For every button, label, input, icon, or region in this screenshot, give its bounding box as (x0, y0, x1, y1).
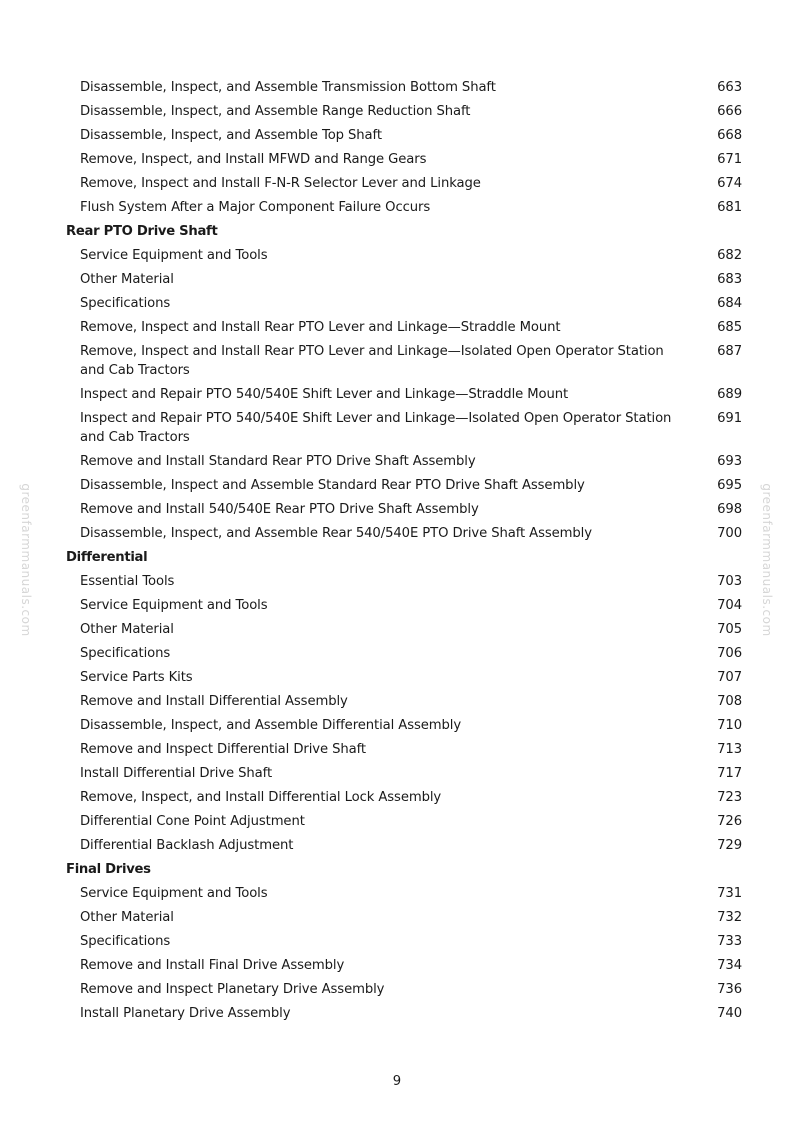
entry-page-number: 685 (717, 320, 742, 335)
toc-entry[interactable] (66, 196, 742, 220)
entry-title: Remove and Install 540/540E Rear PTO Drive Shaft Assembly (80, 502, 479, 517)
toc-entry[interactable] (66, 714, 742, 738)
toc-entry[interactable] (66, 316, 742, 340)
toc-entry[interactable] (66, 618, 742, 642)
section-title: Final Drives (66, 862, 151, 877)
toc-entry[interactable] (66, 930, 742, 954)
entry-title: Inspect and Repair PTO 540/540E Shift Lever and Linkage—Isolated Open Operator Station and Cab Tractors (80, 411, 672, 445)
toc-entry[interactable] (66, 172, 742, 196)
toc-entry[interactable] (66, 124, 742, 148)
entry-page-number: 734 (717, 958, 742, 973)
entry-page-number: 710 (717, 718, 742, 733)
entry-title: Disassemble, Inspect, and Assemble Transmission Bottom Shaft (80, 80, 496, 95)
toc-entry[interactable] (66, 100, 742, 124)
entry-title: Remove, Inspect and Install Rear PTO Lever and Linkage—Isolated Open Operator Station and Cab Tractors (80, 344, 664, 378)
toc-entry[interactable] (66, 594, 742, 618)
entry-page-number: 698 (717, 502, 742, 517)
entry-page-number: 695 (717, 478, 742, 493)
entry-page-number: 682 (717, 248, 742, 263)
entry-title: Essential Tools (80, 574, 175, 589)
entry-page-number: 732 (717, 910, 742, 925)
entry-title: Other Material (80, 272, 174, 287)
entry-title: Differential Backlash Adjustment (80, 838, 294, 853)
toc-entry[interactable] (66, 978, 742, 1002)
toc-entry[interactable] (66, 407, 742, 450)
entry-page-number: 668 (717, 128, 742, 143)
entry-page-number: 684 (717, 296, 742, 311)
watermark-right: greenfarmmanuals.com (760, 483, 774, 637)
toc-entry[interactable] (66, 834, 742, 858)
entry-title: Remove, Inspect and Install Rear PTO Lever and Linkage—Straddle Mount (80, 320, 561, 335)
toc-entry[interactable] (66, 810, 742, 834)
toc-entry[interactable] (66, 642, 742, 666)
toc-entry[interactable] (66, 450, 742, 474)
entry-title: Other Material (80, 622, 174, 637)
entry-page-number: 729 (717, 838, 742, 853)
entry-title: Remove, Inspect, and Install MFWD and Range Gears (80, 152, 427, 167)
toc-entry[interactable] (66, 148, 742, 172)
entry-title: Disassemble, Inspect, and Assemble Range Reduction Shaft (80, 104, 471, 119)
table-of-contents (66, 76, 742, 1026)
entry-title: Install Differential Drive Shaft (80, 766, 273, 781)
entry-title: Disassemble, Inspect, and Assemble Top Shaft (80, 128, 382, 143)
entry-title: Remove, Inspect, and Install Differential Lock Assembly (80, 790, 442, 805)
entry-page-number: 683 (717, 272, 742, 287)
toc-entry[interactable] (66, 882, 742, 906)
toc-entry[interactable] (66, 340, 742, 383)
entry-title: Specifications (80, 646, 171, 661)
entry-page-number: 713 (717, 742, 742, 757)
entry-page-number: 731 (717, 886, 742, 901)
toc-entry[interactable] (66, 383, 742, 407)
entry-title: Specifications (80, 296, 171, 311)
entry-title: Other Material (80, 910, 174, 925)
entry-page-number: 707 (717, 670, 742, 685)
entry-page-number: 705 (717, 622, 742, 637)
entry-title: Service Equipment and Tools (80, 248, 268, 263)
toc-entry[interactable] (66, 570, 742, 594)
toc-entry[interactable] (66, 244, 742, 268)
toc-entry[interactable] (66, 474, 742, 498)
entry-page-number: 740 (717, 1006, 742, 1021)
entry-title: Disassemble, Inspect and Assemble Standard Rear PTO Drive Shaft Assembly (80, 478, 585, 493)
entry-page-number: 687 (717, 344, 742, 359)
entry-title: Inspect and Repair PTO 540/540E Shift Lever and Linkage—Straddle Mount (80, 387, 569, 402)
entry-title: Remove and Inspect Planetary Drive Assembly (80, 982, 385, 997)
entry-title: Remove, Inspect and Install F-N-R Selector Lever and Linkage (80, 176, 481, 191)
toc-entry[interactable] (66, 666, 742, 690)
entry-page-number: 671 (717, 152, 742, 167)
entry-page-number: 736 (717, 982, 742, 997)
entry-title: Service Equipment and Tools (80, 598, 268, 613)
entry-page-number: 706 (717, 646, 742, 661)
toc-entry[interactable] (66, 906, 742, 930)
entry-page-number: 700 (717, 526, 742, 541)
entry-title: Specifications (80, 934, 171, 949)
entry-title: Disassemble, Inspect, and Assemble Rear 540/540E PTO Drive Shaft Assembly (80, 526, 592, 541)
toc-entry[interactable] (66, 292, 742, 316)
toc-entry[interactable] (66, 498, 742, 522)
entry-page-number: 703 (717, 574, 742, 589)
entry-title: Flush System After a Major Component Failure Occurs (80, 200, 431, 215)
entry-page-number: 723 (717, 790, 742, 805)
entry-title: Service Parts Kits (80, 670, 193, 685)
entry-page-number: 674 (717, 176, 742, 191)
section-title: Differential (66, 550, 148, 565)
entry-page-number: 733 (717, 934, 742, 949)
entry-title: Remove and Install Differential Assembly (80, 694, 348, 709)
entry-page-number: 689 (717, 387, 742, 402)
toc-entry[interactable] (66, 738, 742, 762)
toc-section-heading (66, 546, 742, 570)
toc-entry[interactable] (66, 1002, 742, 1026)
watermark-left: greenfarmmanuals.com (19, 483, 33, 637)
entry-title: Remove and Install Standard Rear PTO Drive Shaft Assembly (80, 454, 476, 469)
entry-page-number: 704 (717, 598, 742, 613)
toc-entry[interactable] (66, 762, 742, 786)
toc-entry[interactable] (66, 690, 742, 714)
entry-title: Remove and Inspect Differential Drive Shaft (80, 742, 366, 757)
toc-entry[interactable] (66, 76, 742, 100)
toc-entry[interactable] (66, 786, 742, 810)
section-title: Rear PTO Drive Shaft (66, 224, 218, 239)
entry-page-number: 693 (717, 454, 742, 469)
entry-title: Differential Cone Point Adjustment (80, 814, 305, 829)
entry-page-number: 663 (717, 80, 742, 95)
entry-page-number: 681 (717, 200, 742, 215)
toc-entry[interactable] (66, 522, 742, 546)
entry-title: Install Planetary Drive Assembly (80, 1006, 291, 1021)
toc-section-heading (66, 858, 742, 882)
entry-title: Service Equipment and Tools (80, 886, 268, 901)
entry-page-number: 726 (717, 814, 742, 829)
toc-entry[interactable] (66, 268, 742, 292)
toc-section-heading (66, 220, 742, 244)
toc-entry[interactable] (66, 954, 742, 978)
entry-page-number: 691 (717, 411, 742, 426)
entry-title: Disassemble, Inspect, and Assemble Differential Assembly (80, 718, 462, 733)
entry-title: Remove and Install Final Drive Assembly (80, 958, 345, 973)
entry-page-number: 666 (717, 104, 742, 119)
entry-page-number: 717 (717, 766, 742, 781)
entry-page-number: 708 (717, 694, 742, 709)
page-number: 9 (392, 1074, 402, 1089)
